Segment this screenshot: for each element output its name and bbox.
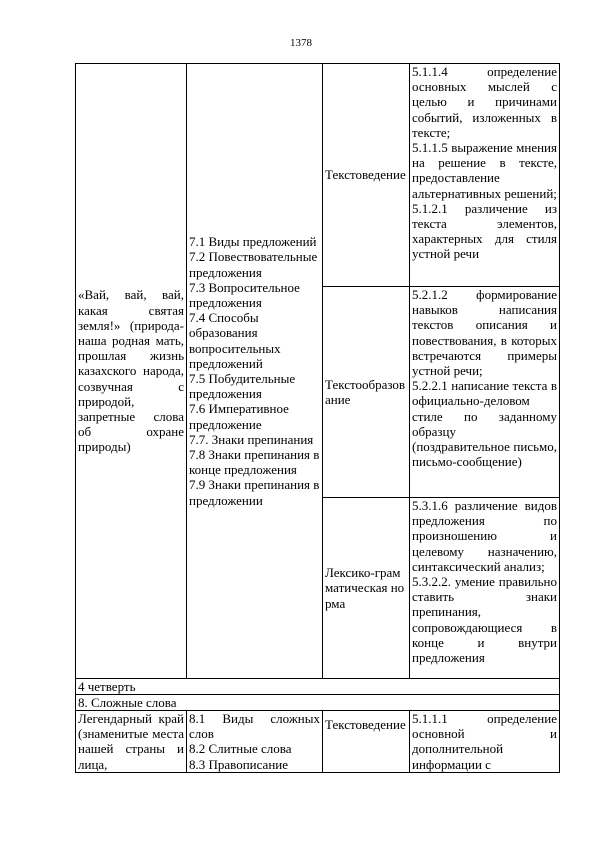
objective-item: 5.1.1.5 выражение мнения на решение в тексте, предоставление альтернативных решений; — [412, 140, 557, 201]
table-row — [76, 679, 560, 695]
table-row — [76, 711, 560, 773]
skill-text: Текстоведение — [325, 167, 406, 183]
skill-cell — [323, 498, 410, 679]
subtopic-item: 7.6 Императивное предложение — [189, 401, 289, 432]
page-number: 1378 — [290, 37, 312, 49]
objective-item: 5.3.1.6 различение видов предложения по произношению и целевому назначению, синтаксический анализ; — [412, 498, 557, 574]
subtopic-item: 7.2 Повествовательные предложения — [189, 249, 318, 280]
subtopic-item: 7.1 Виды предложений — [189, 234, 317, 250]
objectives-cell — [410, 711, 560, 773]
section-label: 8. Сложные слова — [78, 695, 177, 710]
objective-item: 5.3.2.2. умение правильно ставить знаки препинания, сопровождающиеся в конце и внутри предложения — [412, 574, 557, 666]
theme-cell — [76, 64, 187, 679]
subtopics-cell — [187, 711, 323, 773]
objectives-cell — [410, 287, 560, 498]
skill-cell — [323, 711, 410, 773]
subtopic-item: 8.1 Виды сложных слов — [189, 711, 320, 742]
subtopic-item: 7.5 Побудительные предложения — [189, 371, 296, 402]
theme-text: Легендарный край (знаменитые места нашей страны и лица, — [78, 711, 184, 772]
subtopic-item: 7.7. Знаки препинания — [189, 431, 314, 447]
objectives-cell — [410, 498, 560, 679]
skill-cell — [323, 64, 410, 287]
subtopic-item: 7.4 Способы образования вопросительных предложений — [189, 310, 281, 371]
skill-text: Текстоведение — [325, 717, 406, 732]
objective-item: 5.1.2.1 различение из текста элементов, характерных для стиля устной речи — [412, 200, 557, 262]
subtopic-item: 7.9 Знаки препинания в предложении — [189, 477, 320, 508]
subtopics-cell — [187, 64, 323, 679]
theme-cell — [76, 711, 187, 773]
table-row — [76, 695, 560, 711]
subtopic-item: 8.2 Слитные слова — [189, 741, 292, 757]
objective-item: 5.1.1.4 определение основных мыслей с целью и причинами событий, изложенных в тексте; — [412, 64, 557, 140]
skill-text: Лексико-грамматическая норма — [325, 565, 405, 611]
subtopic-item: 7.3 Вопросительное предложения — [189, 279, 300, 310]
objective-item: 5.2.1.2 формирование навыков написания текстов описания и повествования, в которых встречаются примеры устной речи; — [412, 287, 557, 379]
theme-text: «Вай, вай, вай, какая святая земля!» (природа- наша родная мать, прошлая жизнь казахского народа, созвучная с природой, запретные слова об охране природы) — [78, 287, 184, 455]
curriculum-table — [75, 63, 560, 773]
skill-cell — [323, 287, 410, 498]
objectives-cell — [410, 64, 560, 287]
objective-item: 5.2.2.1 написание текста в официально-деловом стиле по заданному образцу (поздравительное письмо, письмо-сообщение) — [412, 378, 557, 470]
objective-item: 5.1.1.1 определение основной и дополнительной информации с — [412, 711, 557, 772]
quarter-label: 4 четверть — [78, 679, 136, 694]
section-heading — [76, 695, 560, 711]
subtopic-item: 8.3 Правописание — [189, 756, 289, 772]
table-row — [76, 64, 560, 287]
skill-text: Текстообразование — [325, 376, 406, 407]
quarter-heading — [76, 679, 560, 695]
subtopic-item: 7.8 Знаки препинания в конце предложения — [189, 447, 320, 478]
